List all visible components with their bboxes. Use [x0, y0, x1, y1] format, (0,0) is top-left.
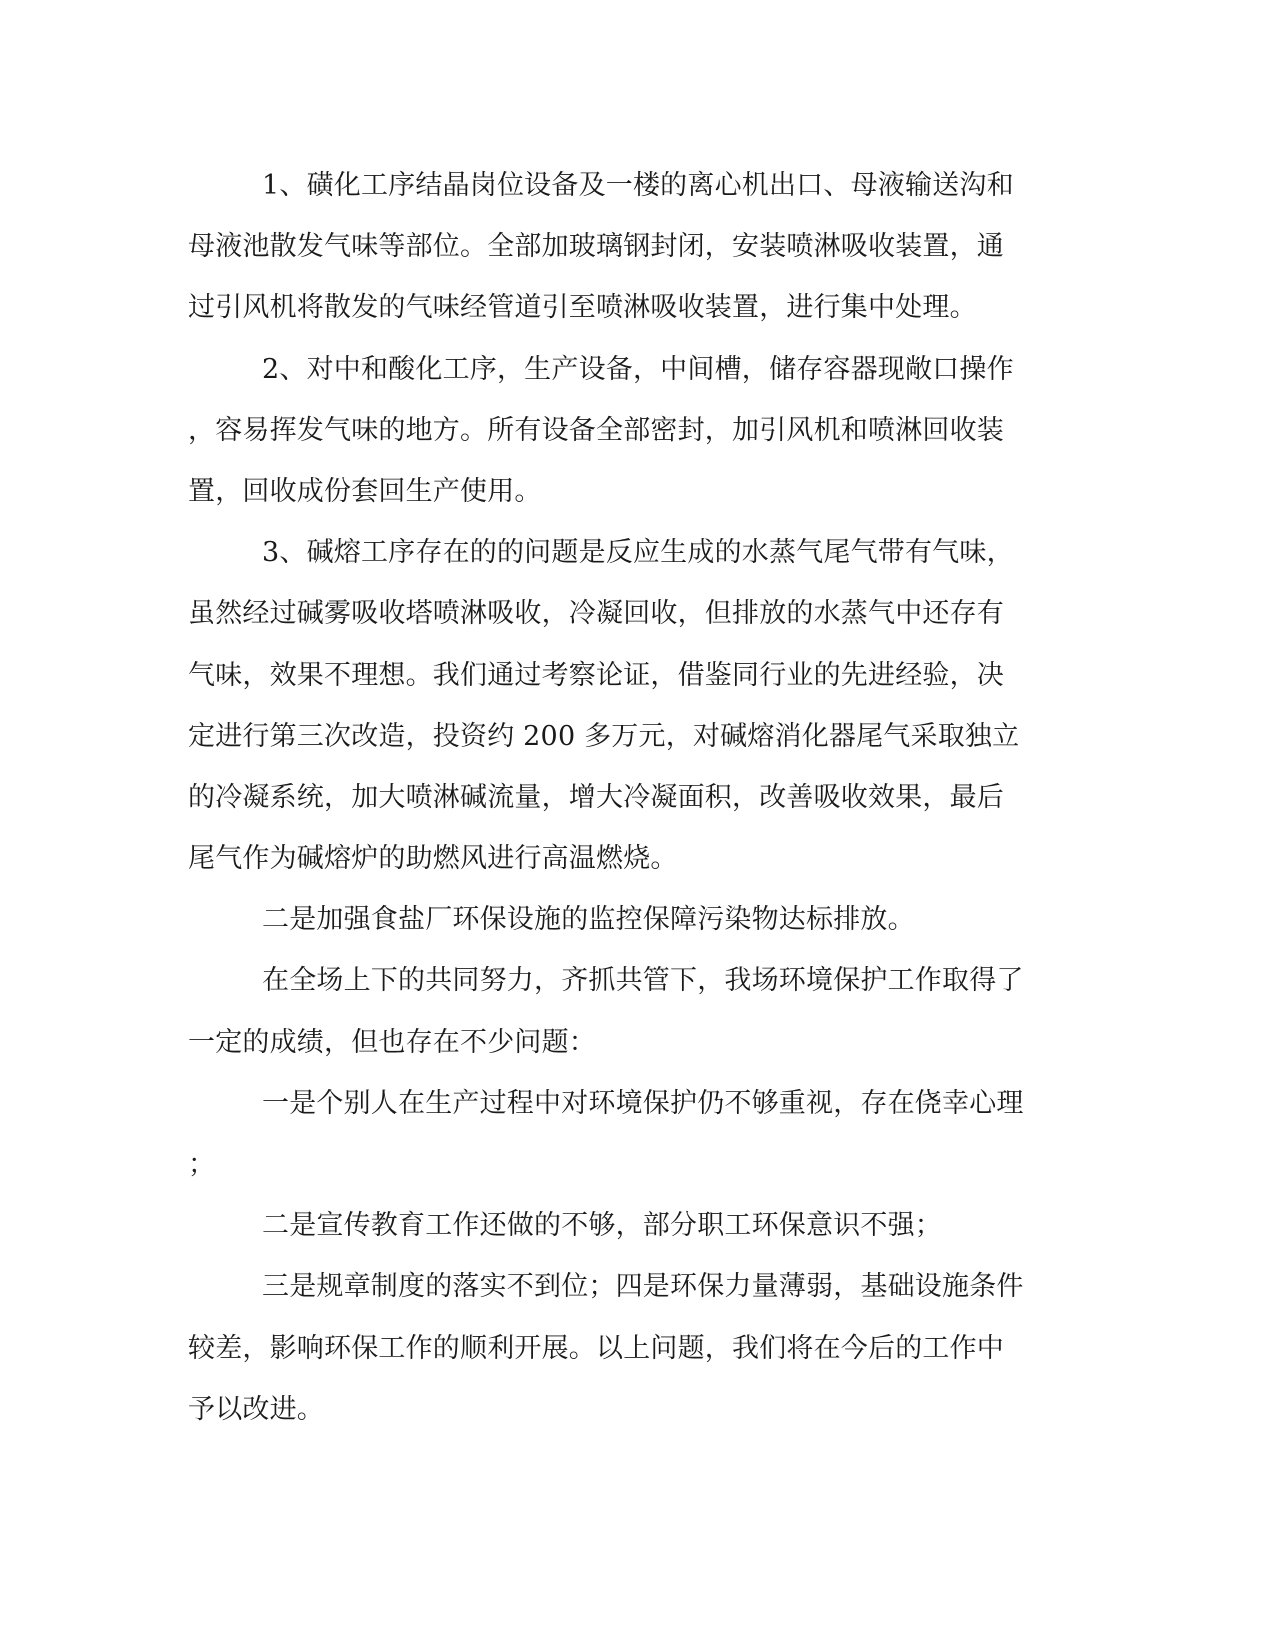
paragraph-2-line-3: 置，回收成份套回生产使用。 [188, 475, 542, 507]
document-body [188, 155, 1068, 1440]
paragraph-8-line-2: 较差，影响环保工作的顺利开展。以上问题，我们将在今后的工作中 [188, 1332, 1004, 1364]
paragraph-3-line-1: 3、碱熔工序存在的的问题是反应生成的水蒸气尾气带有气味， [262, 537, 1014, 569]
paragraph-2-line-1: 2、对中和酸化工序，生产设备，中间槽，储存容器现敞口操作 [262, 353, 1014, 385]
paragraph-8-line-3: 予以改进。 [188, 1393, 324, 1425]
paragraph-5-line-2: 一定的成绩，但也存在不少问题： [188, 1026, 596, 1058]
paragraph-3-line-5: 的冷凝系统，加大喷淋碱流量，增大冷凝面积，改善吸收效果，最后 [188, 781, 1004, 813]
paragraph-3-line-2: 虽然经过碱雾吸收塔喷淋吸收，冷凝回收，但排放的水蒸气中还存有 [188, 598, 1004, 630]
paragraph-5-line-1: 在全场上下的共同努力，齐抓共管下，我场环境保护工作取得了 [262, 965, 1024, 997]
paragraph-8-line-1: 三是规章制度的落实不到位；四是环保力量薄弱，基础设施条件 [262, 1271, 1024, 1303]
paragraph-1-line-1: 1、磺化工序结晶岗位设备及一楼的离心机出口、母液输送沟和 [262, 170, 1014, 201]
paragraph-1-line-2: 母液池散发气味等部位。全部加玻璃钢封闭，安装喷淋吸收装置，通 [188, 231, 1004, 263]
paragraph-2-line-2: ，容易挥发气味的地方。所有设备全部密封，加引风机和喷淋回收装 [188, 414, 1004, 446]
paragraph-7-line-1: 二是宣传教育工作还做的不够，部分职工环保意识不强； [262, 1210, 942, 1242]
paragraph-6-line-2: ； [188, 1149, 216, 1180]
paragraph-1-line-3: 过引风机将散发的气味经管道引至喷淋吸收装置，进行集中处理。 [188, 292, 977, 324]
paragraph-3-line-6: 尾气作为碱熔炉的助燃风进行高温燃烧。 [188, 843, 678, 875]
paragraph-4-line-1: 二是加强食盐厂环保设施的监控保障污染物达标排放。 [262, 904, 915, 936]
paragraph-3-line-4: 定进行第三次改造，投资约 200 多万元，对碱熔消化器尾气采取独立 [188, 720, 1020, 752]
paragraph-3-line-3: 气味，效果不理想。我们通过考察论证，借鉴同行业的先进经验，决 [188, 659, 1004, 691]
paragraph-6-line-1: 一是个别人在生产过程中对环境保护仍不够重视，存在侥幸心理 [262, 1087, 1024, 1119]
